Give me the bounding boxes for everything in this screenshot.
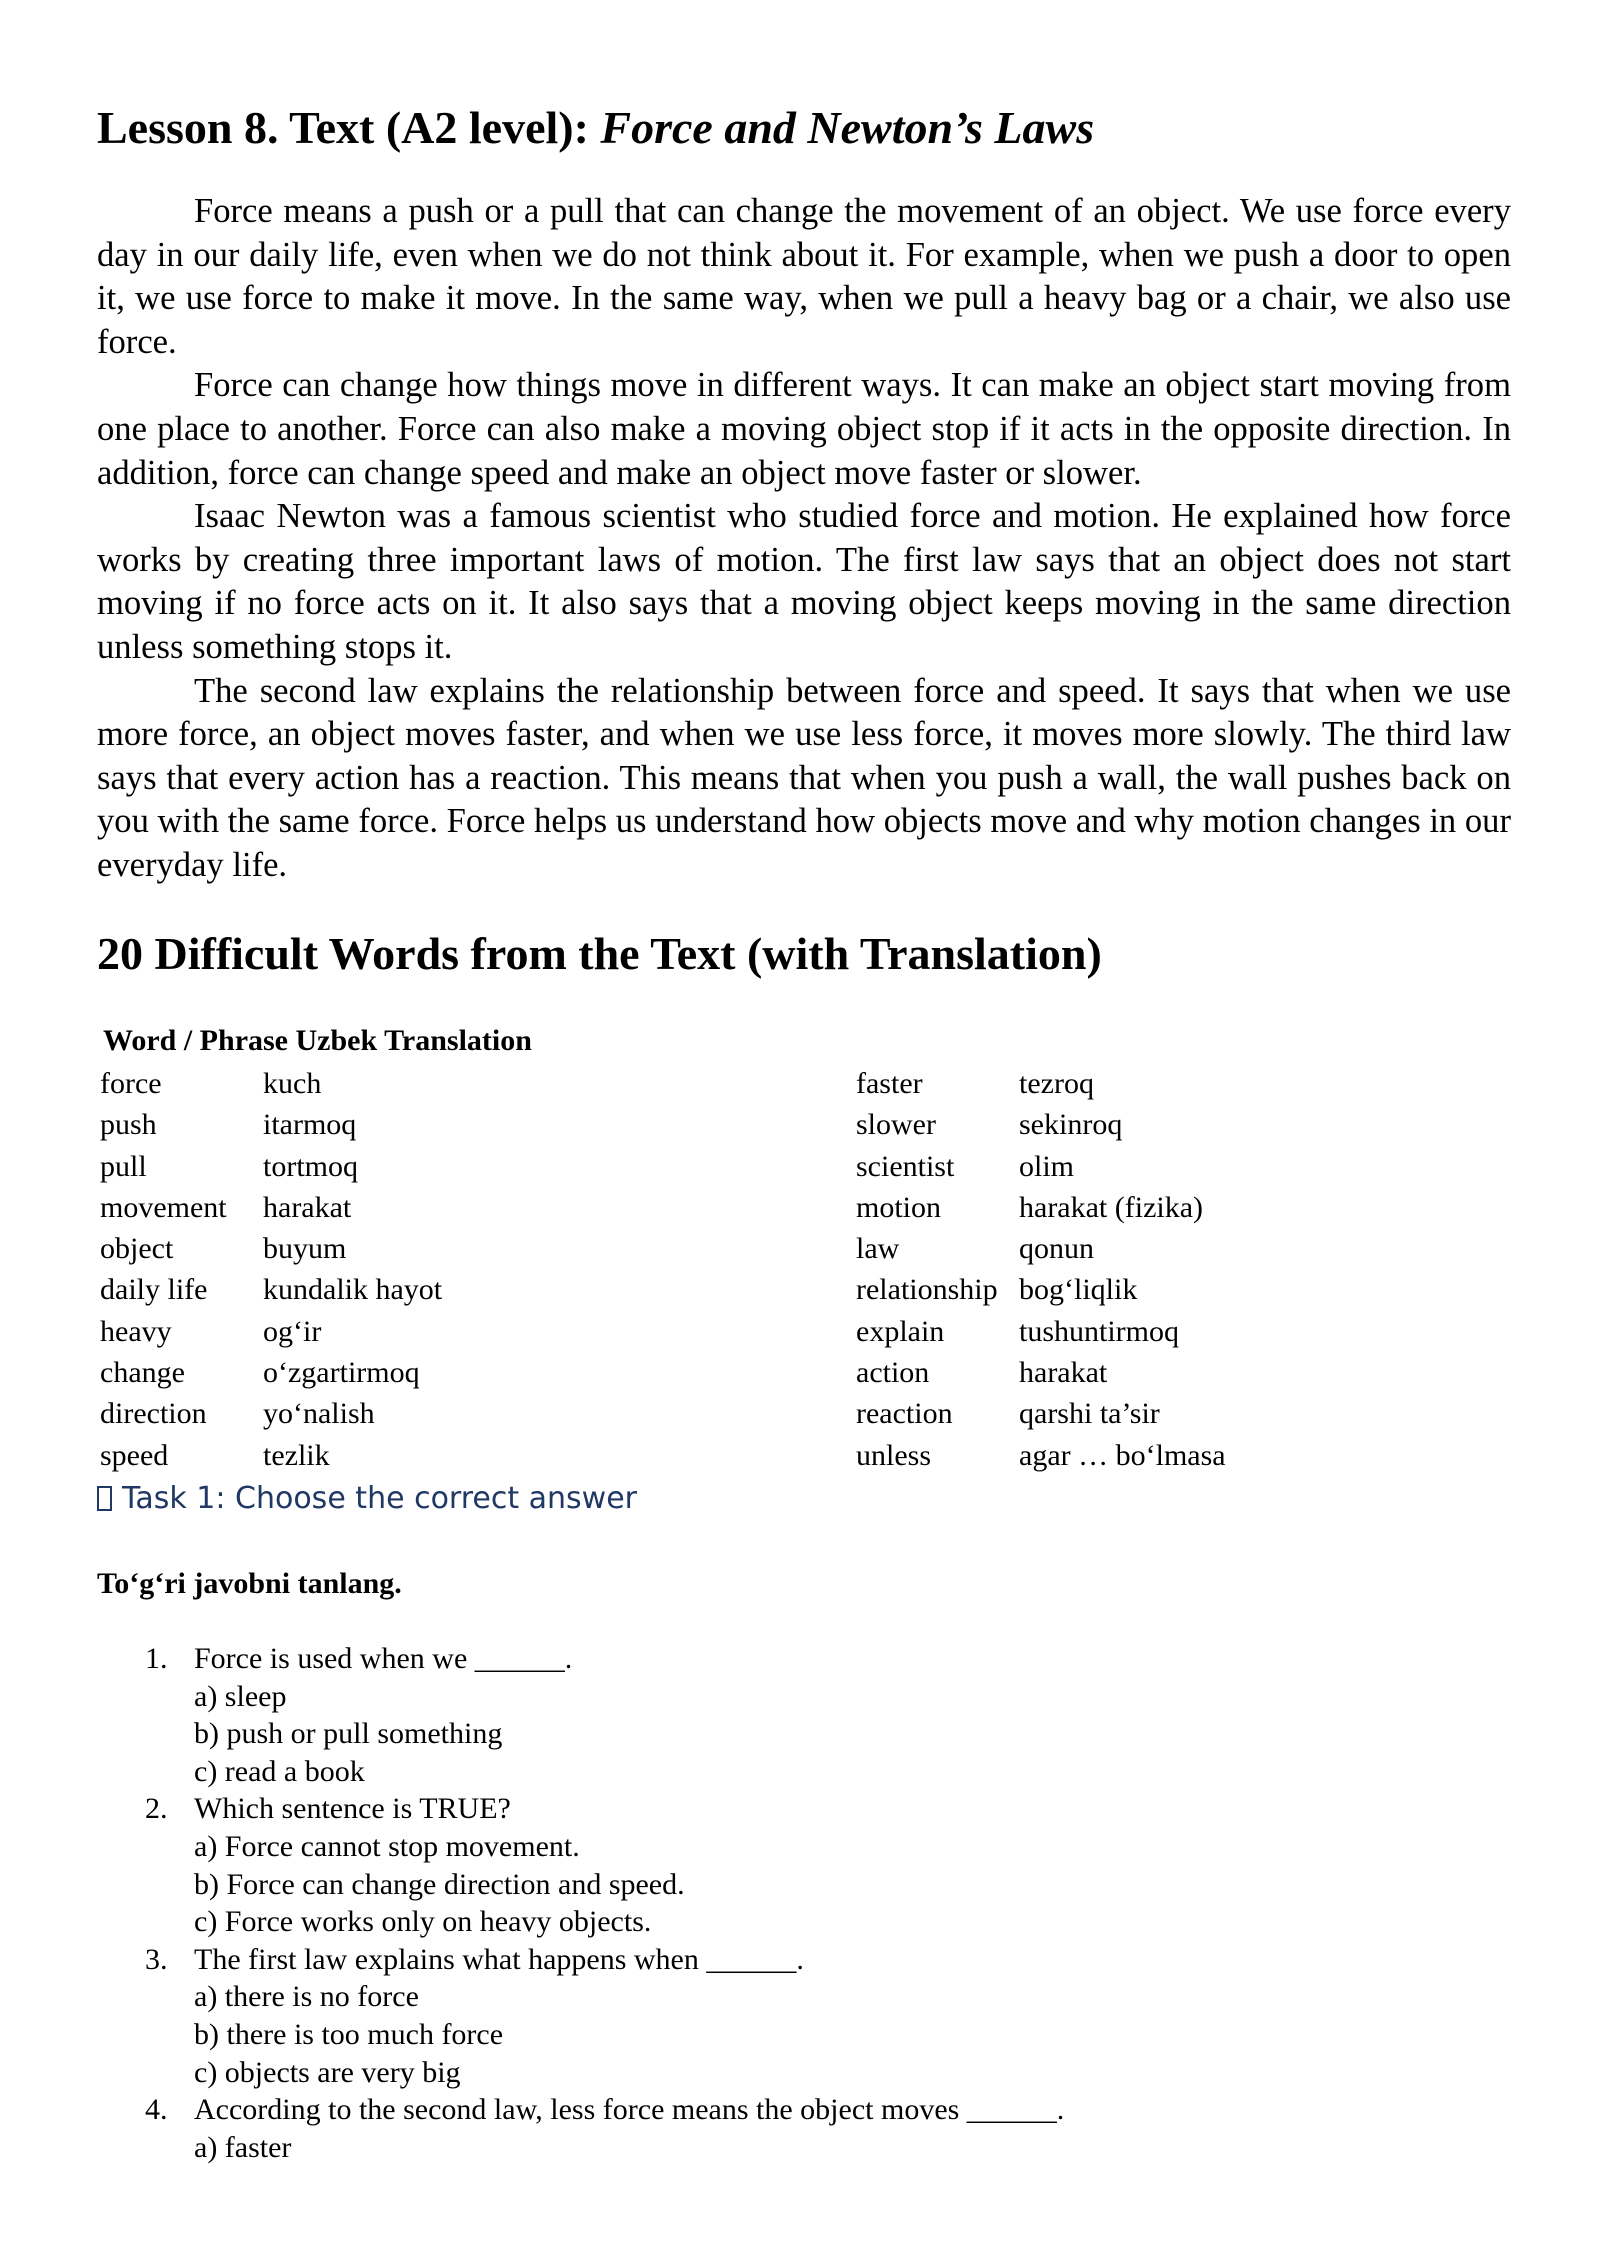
paragraph: Force means a push or a pull that can change the movement of an object. We use force every day in our daily life, even when we do not think about it. For example, when we push a door to open it, we use force to make it move. In the same way, when we pull a heavy bag or a chair, we also use force. — [97, 192, 1511, 361]
word-translation: qarshi ta’sir — [1019, 1397, 1160, 1431]
answer-option: c) Force works only on heavy objects. — [194, 1905, 652, 1939]
word-translation: kuch — [263, 1067, 322, 1100]
paragraph: Force can change how things move in different ways. It can make an object start moving from one place to another. Force can also make a moving object stop if it acts in the opposite direction. In addition, force can change speed and make an object move faster or slower. — [97, 366, 1511, 492]
word-row — [856, 1063, 1276, 1104]
word-english: change — [100, 1356, 185, 1390]
word-translation: tezroq — [1019, 1067, 1094, 1100]
word-translation: tushuntirmoq — [1019, 1314, 1180, 1348]
word-translation: yo‘nalish — [263, 1397, 375, 1431]
word-row — [100, 1187, 520, 1228]
task-heading-text: Task 1: Choose the correct answer — [122, 1481, 638, 1516]
word-row — [856, 1228, 1276, 1269]
word-row — [100, 1228, 520, 1269]
question-number: 2. — [145, 1792, 168, 1826]
word-english: explain — [856, 1314, 945, 1348]
word-english: push — [100, 1108, 157, 1142]
word-row — [856, 1187, 1276, 1228]
question-number: 1. — [145, 1642, 168, 1675]
answer-option: a) there is no force — [194, 1980, 419, 2014]
word-english: action — [856, 1356, 930, 1390]
word-row — [100, 1063, 520, 1104]
word-translation: qonun — [1019, 1232, 1094, 1266]
word-english: law — [856, 1232, 900, 1266]
word-english: scientist — [856, 1149, 955, 1183]
word-translation: og‘ir — [263, 1314, 322, 1348]
word-english: daily life — [100, 1273, 208, 1307]
question-item — [97, 1941, 1397, 2091]
question-number: 3. — [145, 1942, 168, 1976]
missing-glyph-icon — [97, 1486, 112, 1511]
paragraph: Isaac Newton was a famous scientist who studied force and motion. He explained how force works by creating three important laws of motion. The first law says that an object does not start moving if no force acts on it. It also says that a moving object keeps moving in the same direction unless something stops it. — [97, 497, 1511, 666]
question-item — [97, 1790, 1397, 1940]
question-text: According to the second law, less force means the object moves ______. — [194, 2093, 1065, 2127]
answer-option: a) faster — [194, 2130, 292, 2164]
question-item — [97, 2091, 1397, 2166]
word-row — [856, 1352, 1276, 1393]
task-instruction: To‘g‘ri javobni tanlang. — [97, 1567, 402, 1600]
word-english: slower — [856, 1108, 936, 1142]
word-english: object — [100, 1232, 174, 1266]
answer-option: b) Force can change direction and speed. — [194, 1867, 685, 1901]
word-english: motion — [856, 1190, 942, 1224]
word-translation: tortmoq — [263, 1149, 358, 1183]
paragraph: The second law explains the relationship between force and speed. It says that when we use more force, an object moves faster, and when we use less force, it moves more slowly. The third law says that every action has a reaction. This means that when you push a wall, the wall pushes back on you with the same force. Force helps us understand how objects move and why motion changes in our everyday life. — [97, 671, 1511, 884]
answer-option: c) read a book — [194, 1754, 365, 1788]
word-english: direction — [100, 1397, 207, 1431]
word-translation: o‘zgartirmoq — [263, 1356, 420, 1390]
words-heading: 20 Difficult Words from the Text (with Translation) — [97, 928, 1102, 979]
word-translation: bog‘liqlik — [1019, 1273, 1138, 1307]
lesson-title-italic: Force and Newton’s Laws — [600, 102, 1095, 153]
word-row — [100, 1311, 520, 1352]
word-translation: kundalik hayot — [263, 1273, 443, 1307]
answer-option: b) push or pull something — [194, 1717, 503, 1751]
word-translation: agar … bo‘lmasa — [1019, 1438, 1226, 1472]
question-number: 4. — [145, 2093, 168, 2127]
word-english: faster — [856, 1067, 923, 1100]
answer-option: c) objects are very big — [194, 2055, 461, 2089]
answer-option: a) sleep — [194, 1679, 287, 1713]
word-row — [100, 1435, 520, 1476]
reading-text — [97, 190, 1511, 888]
lesson-title-prefix: Lesson 8. Text (A2 level): — [97, 102, 601, 153]
word-english: pull — [100, 1149, 147, 1183]
word-row — [856, 1311, 1276, 1352]
word-row — [856, 1104, 1276, 1145]
question-list — [97, 1640, 1397, 2166]
word-row — [856, 1269, 1276, 1310]
question-item — [97, 1640, 1397, 1790]
word-translation: tezlik — [263, 1438, 330, 1472]
word-translation: buyum — [263, 1232, 347, 1266]
lesson-title — [97, 96, 1094, 160]
task-heading — [97, 1479, 637, 1519]
question-text: Which sentence is TRUE? — [194, 1792, 511, 1826]
word-translation: sekinroq — [1019, 1108, 1123, 1142]
word-row — [100, 1269, 520, 1310]
word-english: force — [100, 1067, 162, 1100]
word-translation: harakat (fizika) — [1019, 1190, 1204, 1224]
question-text: The first law explains what happens when ______. — [194, 1942, 804, 1976]
words-table-header: Word / Phrase Uzbek Translation — [103, 1024, 532, 1057]
word-english: unless — [856, 1438, 931, 1472]
word-row — [856, 1435, 1276, 1476]
answer-option: b) there is too much force — [194, 2017, 504, 2051]
word-english: reaction — [856, 1397, 953, 1431]
question-text: Force is used when we ______. — [194, 1642, 573, 1675]
word-row — [100, 1393, 520, 1434]
word-translation: harakat — [1019, 1356, 1108, 1390]
answer-option: a) Force cannot stop movement. — [194, 1829, 580, 1863]
word-row — [100, 1104, 520, 1145]
words-column-left — [100, 1063, 520, 1476]
word-translation: olim — [1019, 1149, 1075, 1183]
word-translation: itarmoq — [263, 1108, 357, 1142]
word-english: relationship — [856, 1273, 998, 1307]
word-english: movement — [100, 1190, 227, 1224]
word-translation: harakat — [263, 1190, 352, 1224]
word-row — [856, 1393, 1276, 1434]
word-row — [100, 1146, 520, 1187]
word-row — [856, 1146, 1276, 1187]
word-english: heavy — [100, 1314, 172, 1348]
word-english: speed — [100, 1438, 169, 1472]
words-column-right — [856, 1063, 1276, 1476]
word-row — [100, 1352, 520, 1393]
